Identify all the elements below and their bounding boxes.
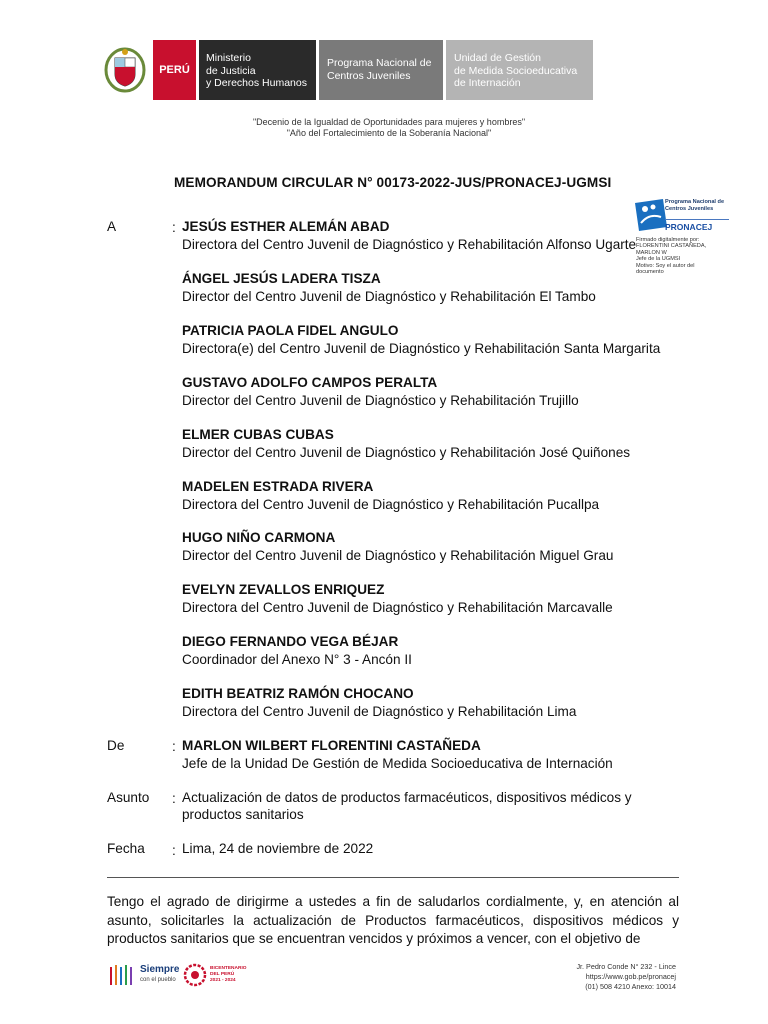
slogan-line: "Decenio de la Igualdad de Oportunidades para mujeres y hombres" xyxy=(252,117,526,127)
signature-line: Firmado digitalmente por: xyxy=(636,237,700,243)
unit-line: de Medida Socioeducativa xyxy=(454,64,578,77)
bicentenario-line: DEL PERÚ xyxy=(210,971,235,977)
recipient-title: Directora del Centro Juvenil de Diagnóstico y Rehabilitación Lima xyxy=(182,704,577,719)
signature-line: documento xyxy=(636,269,664,276)
footer-address xyxy=(520,962,676,992)
recipient-name: HUGO NIÑO CARMONA xyxy=(182,530,336,545)
colon: : xyxy=(172,739,176,754)
unit-line: Unidad de Gestión xyxy=(454,52,541,64)
recipient-name: MADELEN ESTRADA RIVERA xyxy=(182,479,374,494)
program-line: Centros Juveniles xyxy=(327,69,411,82)
body-paragraph: Tengo el agrado de dirigirme a ustedes a fin de saludarlos cordialmente, y, en atención al asunto, solicitarles la actualización de Productos farmacéuticos, dispositivos médicos y productos sanitarios que se encuentran vencidos y próximos a vencer, con el objetivo de xyxy=(107,894,679,946)
date-label: Fecha xyxy=(107,841,145,856)
subject-text: Actualización de datos de productos farmacéuticos, dispositivos médicos y productos sanitarios xyxy=(182,790,632,822)
peru-label-box xyxy=(153,40,196,100)
memo-title: MEMORANDUM CIRCULAR N° 00173-2022-JUS/PRONACEJ-UGMSI xyxy=(174,175,612,190)
slogan-line: "Año del Fortalecimiento de la Soberanía Nacional" xyxy=(286,128,492,138)
stamp-org xyxy=(665,199,724,212)
divider xyxy=(107,877,679,878)
sender-name: MARLON WILBERT FLORENTINI CASTAÑEDA xyxy=(182,738,481,753)
stamp-acronym: PRONACEJ xyxy=(665,222,713,232)
recipient-title: Director del Centro Juvenil de Diagnóstico y Rehabilitación Miguel Grau xyxy=(182,548,614,563)
footer-logo-title: Siempre xyxy=(140,964,180,975)
footer-logo-subtitle: con el pueblo xyxy=(140,977,176,983)
signature-line: FLORENTINI CASTAÑEDA, xyxy=(636,243,707,250)
ministry-line: y Derechos Humanos xyxy=(206,77,307,89)
recipient-title: Coordinador del Anexo N° 3 - Ancón II xyxy=(182,652,412,667)
recipient-name: EVELYN ZEVALLOS ENRIQUEZ xyxy=(182,582,385,597)
bicentenario-line: BICENTENARIO xyxy=(210,966,247,971)
recipient-name: ELMER CUBAS CUBAS xyxy=(182,427,334,442)
unit-line: de Internación xyxy=(454,77,521,89)
address-line: Jr. Pedro Conde N° 232 - Lince xyxy=(576,962,676,971)
recipient-name: ÁNGEL JESÚS LADERA TISZA xyxy=(182,271,381,286)
recipient-title: Director del Centro Juvenil de Diagnóstico y Rehabilitación José Quiñones xyxy=(182,445,631,460)
bicentenario-line: 2021 - 2024 xyxy=(210,977,236,983)
date-text: Lima, 24 de noviembre de 2022 xyxy=(182,841,374,856)
bicentenario-text xyxy=(210,966,247,983)
colon: : xyxy=(172,843,176,858)
peru-label: PERÚ xyxy=(159,63,190,76)
unit-box xyxy=(446,40,593,100)
recipient-title: Director del Centro Juvenil de Diagnóstico y Rehabilitación El Tambo xyxy=(182,289,596,304)
recipient-name: DIEGO FERNANDO VEGA BÉJAR xyxy=(182,634,399,649)
website-link[interactable]: https://www.gob.pe/pronacej xyxy=(585,972,676,981)
peru-coat-of-arms-icon xyxy=(104,44,146,94)
program-box xyxy=(319,40,443,100)
recipient-name: JESÚS ESTHER ALEMÁN ABAD xyxy=(182,219,390,234)
to-label: A xyxy=(107,219,117,234)
colon: : xyxy=(172,220,176,235)
recipient-title: Directora del Centro Juvenil de Diagnóstico y Rehabilitación Pucallpa xyxy=(182,497,600,512)
stamp-org-line: Centros Juveniles xyxy=(665,205,714,212)
sender-title: Jefe de la Unidad De Gestión de Medida Socioeducativa de Internación xyxy=(182,756,613,771)
recipient-title: Director del Centro Juvenil de Diagnóstico y Rehabilitación Trujillo xyxy=(182,393,579,408)
program-line: Programa Nacional de xyxy=(327,57,432,69)
phone-line: (01) 508 4210 Anexo: 10014 xyxy=(585,982,676,991)
colon: : xyxy=(172,791,176,806)
signature-line: MARLON W xyxy=(636,249,667,256)
bicentenario-logo-icon xyxy=(183,963,207,987)
digital-signature-text xyxy=(636,237,716,275)
pronacej-logo-icon xyxy=(633,197,669,233)
recipient-name: GUSTAVO ADOLFO CAMPOS PERALTA xyxy=(182,375,438,390)
recipient-title: Directora(e) del Centro Juvenil de Diagnóstico y Rehabilitación Santa Margarita xyxy=(182,341,661,356)
ministry-line: de Justicia xyxy=(206,64,256,77)
from-label: De xyxy=(107,738,125,753)
stamp-org-line: Programa Nacional de xyxy=(665,199,725,205)
signature-line: Jefe de la UGMSI xyxy=(636,256,681,263)
siempre-con-el-pueblo-logo-icon xyxy=(108,963,138,987)
subject-label: Asunto xyxy=(107,790,150,805)
recipient-title: Directora del Centro Juvenil de Diagnóstico y Rehabilitación Marcavalle xyxy=(182,600,613,615)
ministry-box xyxy=(199,40,316,100)
ministry-line: Ministerio xyxy=(206,52,251,64)
stamp-divider xyxy=(665,219,729,220)
recipient-title: Directora del Centro Juvenil de Diagnóstico y Rehabilitación Alfonso Ugarte xyxy=(182,237,637,252)
signature-line: Motivo: Soy el autor del xyxy=(636,262,695,269)
recipient-name: EDITH BEATRIZ RAMÓN CHOCANO xyxy=(182,686,414,701)
recipient-name: PATRICIA PAOLA FIDEL ANGULO xyxy=(182,323,399,338)
